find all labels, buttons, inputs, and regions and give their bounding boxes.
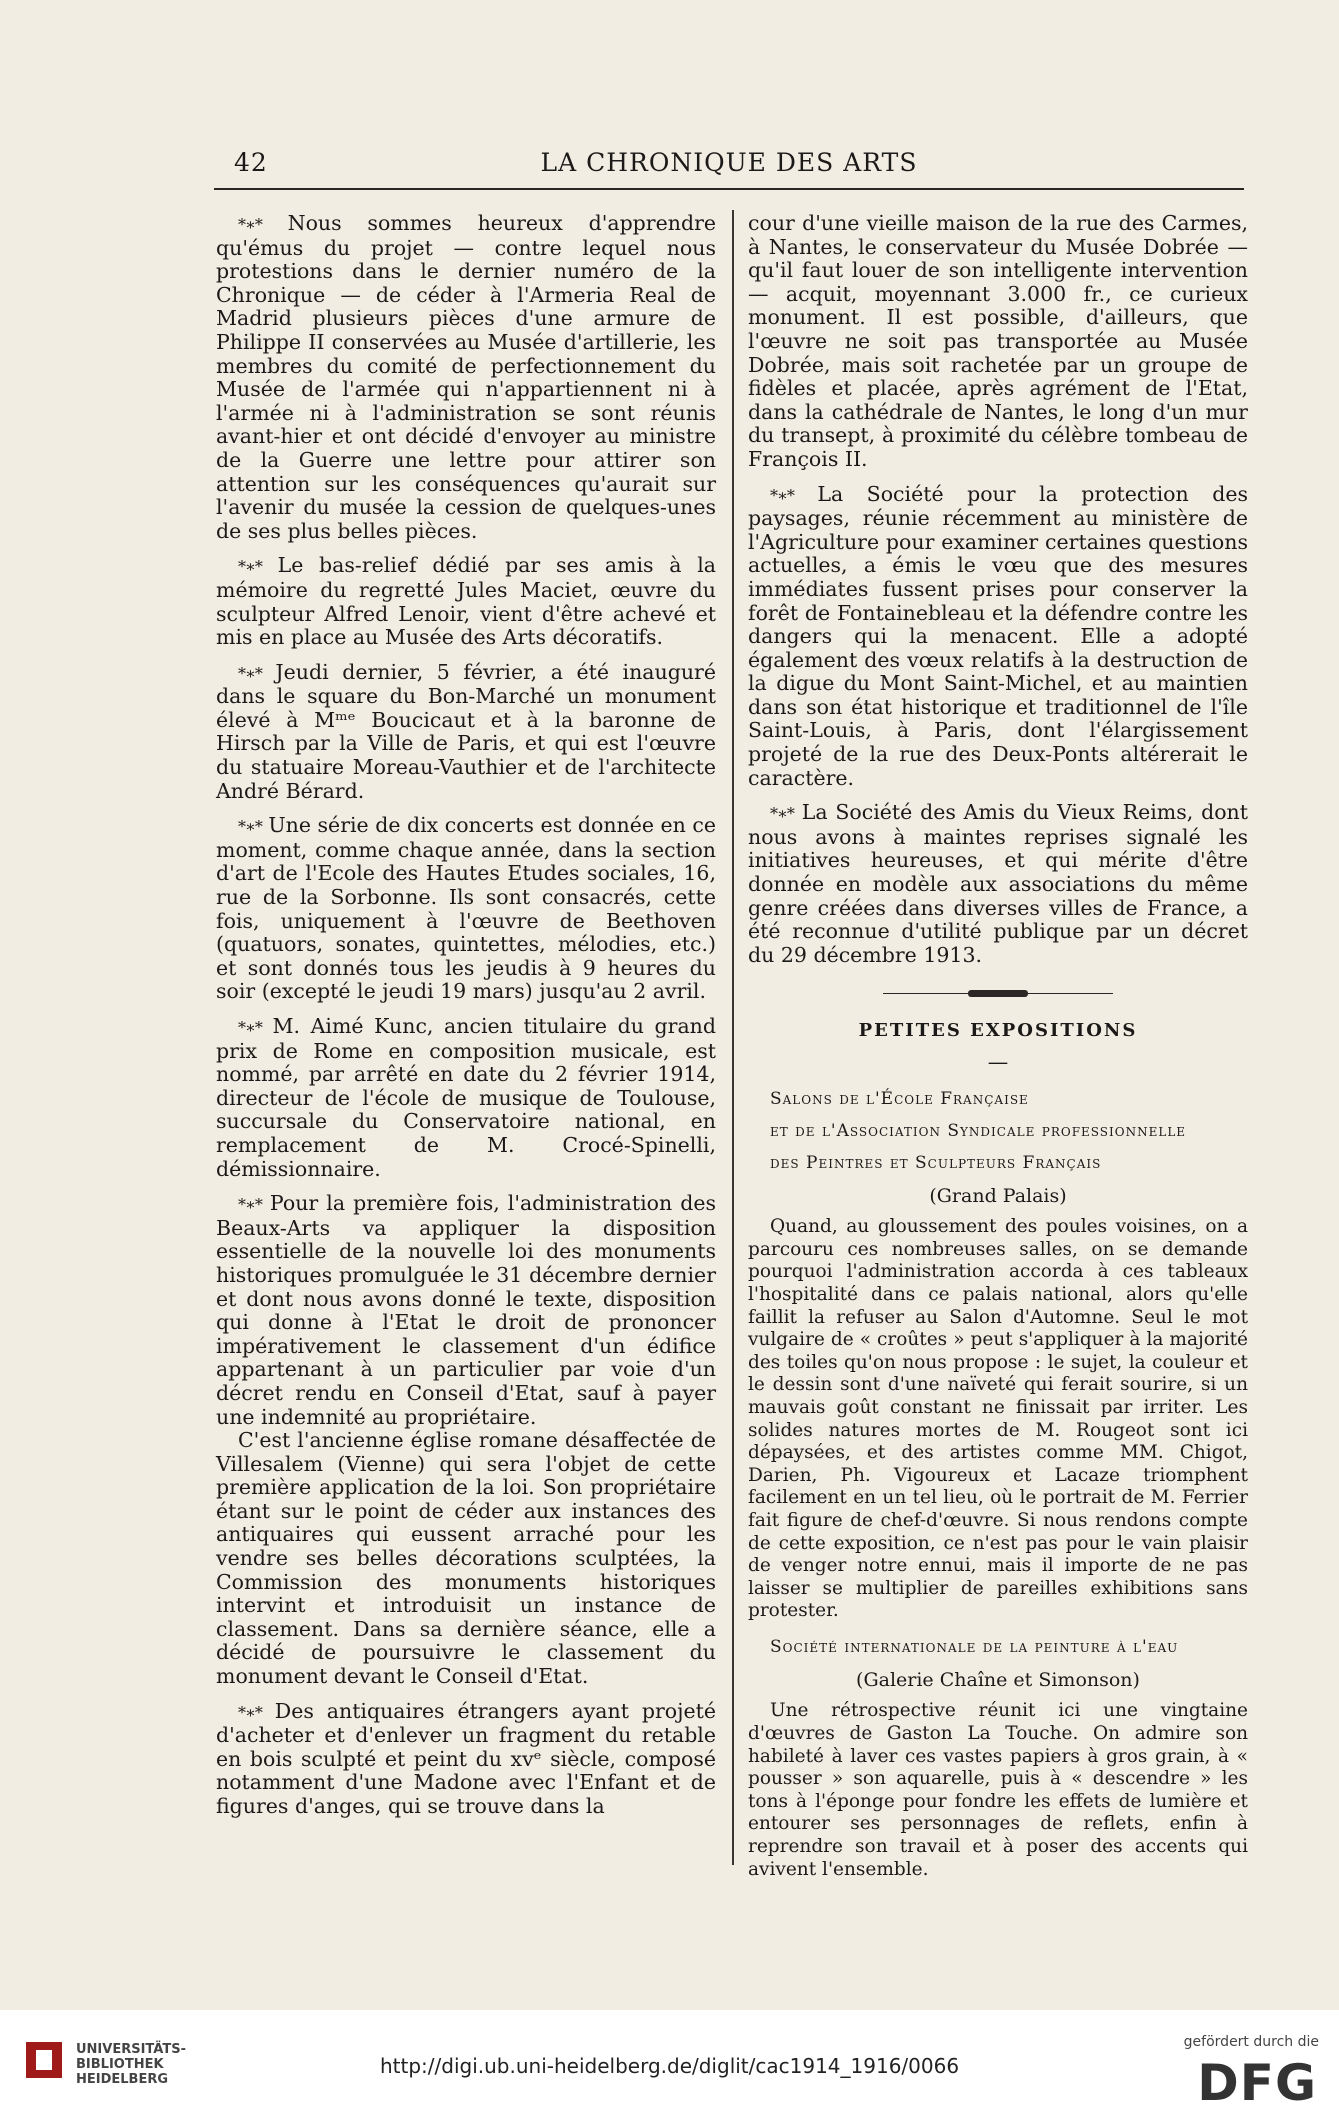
dfg-logo: DFG xyxy=(1197,2054,1317,2112)
news-item: *∗* La Société pour la protection des paysages, réunie récemment au ministère de l'Agriculture pour examiner certaines questions actuelles, a émis le vœu que des mesures immédiates fussent prises pour conserver la forêt de Fontainebleau et la défendre contre les dangers qui la menacent. Elle a adopté également des vœux relatifs à la destruction de la digue du Mont Saint-Michel, et au maintien dans son état historique et traditionnel de l'île Saint-Louis, à Paris, dont l'élargissement projeté de la rue des Deux-Ponts altérerait le caractère. xyxy=(748,481,1248,790)
news-item: *∗* Des antiquaires étrangers ayant projeté d'acheter et d'enlever un fragment du retable en bois sculpté et peint du xvᵉ siècle, composé notamment d'une Madone avec l'Enfant et de figures d'anges, qui se trouve dans la xyxy=(216,1698,716,1818)
news-item: *∗* Une série de dix concerts est donnée en ce moment, comme chaque année, dans la section d'art de l'Ecole des Hautes Etudes sociales, 16, rue de la Sorbonne. Ils sont consacrés, cette fois, uniquement à l'œuvre de Beethoven (quatuors, sonates, quintettes, mélodies, etc.) et sont donnés tous les jeudis à 9 heures du soir (excepté le jeudi 19 mars) jusqu'au 2 avril. xyxy=(216,813,716,1004)
document-url[interactable]: http://digi.ub.uni-heidelberg.de/diglit/cac1914_1916/0066 xyxy=(380,2054,960,2078)
right-column xyxy=(748,212,1248,1892)
news-item: *∗* Nous sommes heureux d'apprendre qu'émus du projet — contre lequel nous protestions dans le dernier numéro de la Chronique — de céder à l'Armeria Real de Madrid plusieurs pièces d'une armure de Philippe II conservées au Musée d'artillerie, les membres du comité de perfectionnement du Musée de l'armée qui n'appartiennent ni à l'armée ni à l'administration se sont réunis avant-hier et ont décidé d'envoyer au ministre de la Guerre une lettre pour attirer son attention sur les conséquences qu'aurait sur l'avenir du musée la cession de quelques-unes de ses plus belles pièces. xyxy=(216,211,716,543)
exhibition-heading: des Peintres et Sculpteurs Français xyxy=(770,1152,1102,1173)
exhibition-heading: et de l'Association Syndicale professionnelle xyxy=(770,1120,1187,1141)
exhibition-venue: (Grand Palais) xyxy=(929,1184,1067,1207)
journal-title: LA CHRONIQUE DES ARTS xyxy=(540,148,918,177)
header-rule xyxy=(214,188,1244,190)
section-title: PETITES EXPOSITIONS xyxy=(858,1020,1138,1042)
news-item: *∗* Pour la première fois, l'administration des Beaux-Arts va appliquer la disposition essentielle de la nouvelle loi des monuments historiques promulguée le 31 décembre dernier et dont nous avons donné le texte, disposition qui donne à l'Etat le droit de prononcer impérativement le classement d'un édifice appartenant à un particulier par voie d'un décret rendu en Conseil d'Etat, sauf à payer une indemnité au propriétaire. xyxy=(216,1191,716,1429)
news-item: *∗* Le bas-relief dédié par ses amis à la mémoire du regretté Jules Maciet, œuvre du sculpteur Alfred Lenoir, vient d'être achevé et mis en place au Musée des Arts décoratifs. xyxy=(216,553,716,650)
left-column xyxy=(216,212,716,1830)
exhibition-venue: (Galerie Chaîne et Simonson) xyxy=(856,1668,1140,1691)
news-item: *∗* M. Aimé Kunc, ancien titulaire du grand prix de Rome en composition musicale, est nommé, par arrêté en date du 2 février 1914, directeur de l'école de musique de Toulouse, succursale du Conservatoire national, en remplacement de M. Crocé-Spinelli, démissionnaire. xyxy=(216,1014,716,1181)
funding-label: gefördert durch die xyxy=(1183,2034,1319,2050)
news-item: *∗* Jeudi dernier, 5 février, a été inauguré dans le square du Bon-Marché un monument élevé à Mᵐᵉ Boucicaut et à la baronne de Hirsch par la Ville de Paris, et qui est l'œuvre du statuaire Moreau-Vauthier et de l'architecte André Bérard. xyxy=(216,659,716,803)
page-number: 42 xyxy=(234,148,268,177)
exhibition-review: Une rétrospective réunit ici une vingtaine d'œuvres de Gaston La Touche. On admire son habileté à laver ces vastes papiers à gros grain, à « pousser » son aquarelle, puis à « descendre » les tons à l'éponge pour fondre les effets de lumière et entourer ses personnages de reflets, enfin à reprendre son travail et à poser des accents qui avivent l'ensemble. xyxy=(748,1700,1248,1880)
news-item-continued: C'est l'ancienne église romane désaffectée de Villesalem (Vienne) qui sera l'objet de cette première application de la loi. Son propriétaire étant sur le point de céder aux instances des antiquaires qui eussent arraché pour les vendre ses belles décorations sculptées, la Commission des monuments historiques intervint et introduisit un instance de classement. Dans sa dernière séance, elle a décidé de poursuivre le classement du monument devant le Conseil d'Etat. xyxy=(216,1428,716,1689)
exhibition-heading: Société internationale de la peinture à l'eau xyxy=(770,1636,1179,1657)
news-item-continued: cour d'une vieille maison de la rue des Carmes, à Nantes, le conservateur du Musée Dobrée — qu'il faut louer de son intelligente intervention — acquit, moyennant 3.000 fr., ce curieux monument. Il est possible, d'ailleurs, que l'œuvre ne soit pas transportée au Musée Dobrée, mais soit rachetée par un groupe de fidèles et placée, après agrément de l'Etat, dans la cathédrale de Nantes, le long d'un mur du transept, à proximité du célèbre tombeau de François II. xyxy=(748,211,1248,471)
news-item: *∗* La Société des Amis du Vieux Reims, dont nous avons à maintes reprises signalé les initiatives heureuses, et qui mérite d'être donnée en modèle aux associations du même genre créées dans diverses villes de France, a été reconnue d'utilité publique par un décret du 29 décembre 1913. xyxy=(748,800,1248,967)
university-seal-icon xyxy=(24,2040,64,2080)
section-dash: — xyxy=(987,1050,1009,1074)
exhibition-review: Quand, au gloussement des poules voisines, on a parcouru ces nombreuses salles, on se demande pourquoi l'administration accorda à ces tableaux l'hospitalité dans ce palais national, alors qu'elle faillit la refuser au Salon d'Automne. Seul le mot vulgaire de « croûtes » peut s'appliquer à la majorité des toiles qu'on nous propose : le sujet, la couleur et le dessin sont d'une naïveté qui ferait sourire, si un mauvais goût constant ne finissait par irriter. Les solides natures mortes de M. Rougeot sont ici dépaysées, et des artistes comme MM. Chigot, Darien, Ph. Vigoureux et Lacaze triomphent facilement en un tel lieu, où le portrait de M. Ferrier fait figure de chef-d'œuvre. Si nous rendons compte de cette exposition, ce n'est pas pour le vain plaisir de venger notre ennui, mais il importe de ne pas laisser se multiplier de pareilles exhibitions sans protester. xyxy=(748,1216,1248,1622)
ornament-divider xyxy=(883,989,1113,999)
viewer-footer xyxy=(0,2010,1339,2117)
exhibition-heading: Salons de l'École Française xyxy=(770,1088,1029,1109)
institution-name: UNIVERSITÄTS- BIBLIOTHEK HEIDELBERG xyxy=(76,2042,186,2087)
page-header xyxy=(214,146,1244,182)
column-divider xyxy=(732,210,734,1865)
